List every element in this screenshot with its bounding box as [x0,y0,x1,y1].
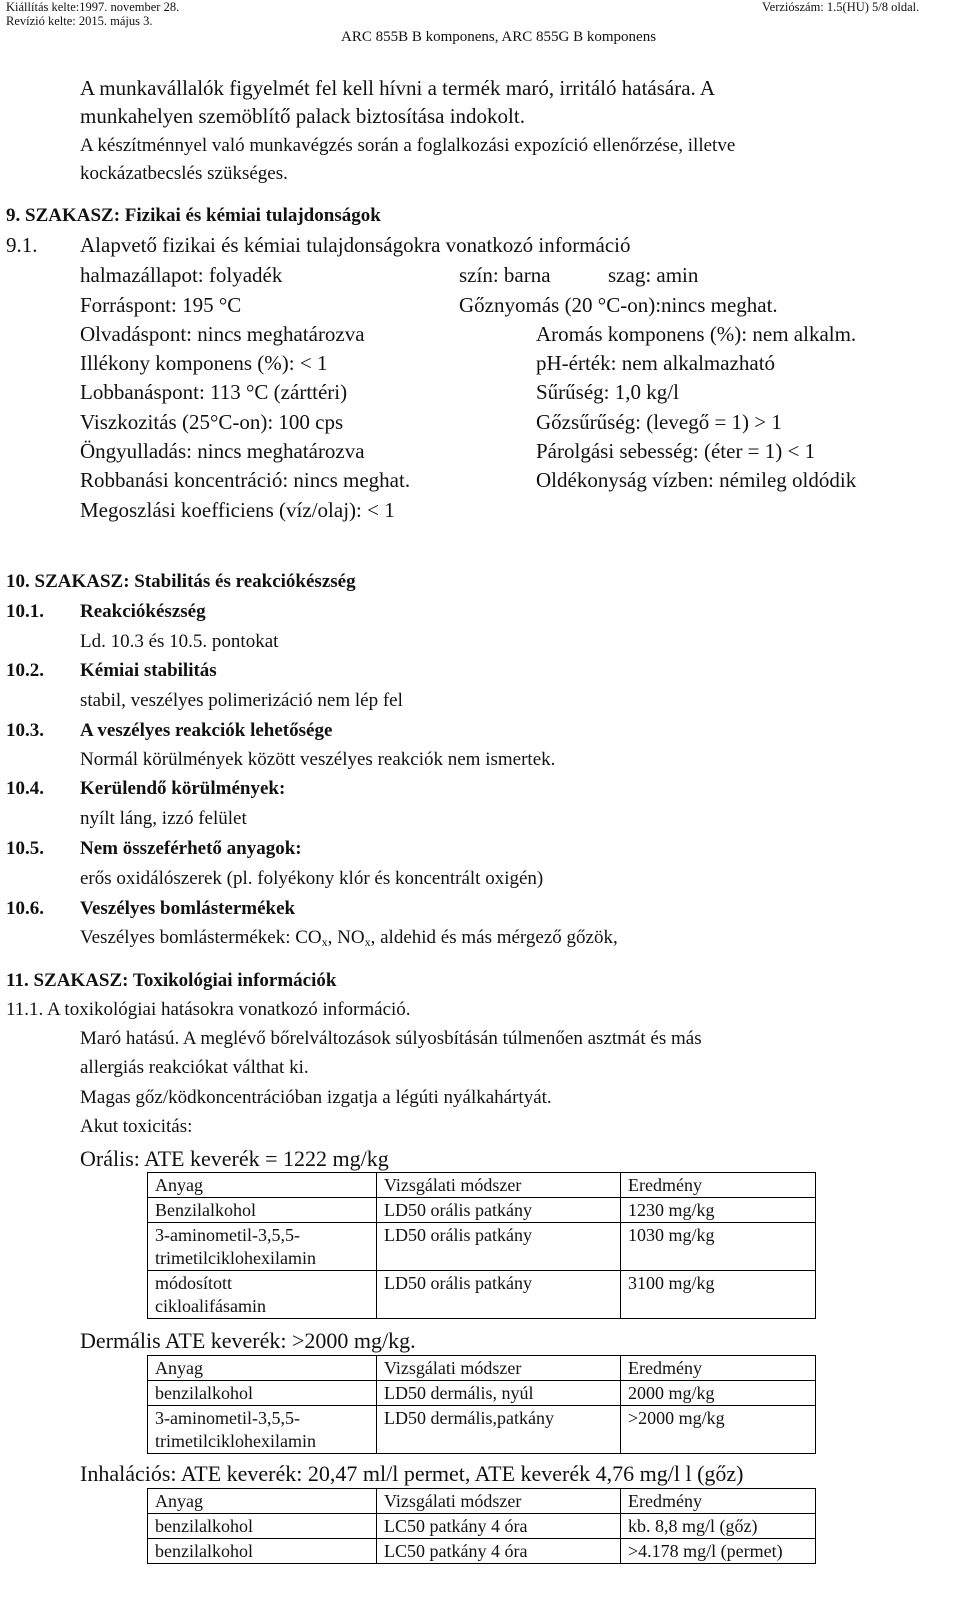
dermal-toxicity-table [147,1355,816,1454]
tox-text: Maró hatású. A meglévő bőrelváltozások súlyosbításán túlmenően asztmát és más [80,1028,702,1049]
section-9-heading: 9. SZAKASZ: Fizikai és kémiai tulajdonságok [6,205,381,226]
oral-ate-title: Orális: ATE keverék = 1222 mg/kg [80,1146,389,1171]
table-row [148,1223,816,1271]
table-cell: Vizsgálati módszer [377,1173,621,1198]
table-cell: Eredmény [621,1173,816,1198]
table-cell: LD50 orális patkány [377,1223,621,1271]
section-title: Nem összeférhető anyagok: [80,838,302,859]
table-header-row [148,1356,816,1381]
table-cell: 2000 mg/kg [621,1381,816,1406]
intro-line: A készítménnyel való munkavégzés során a foglalkozási expozíció ellenőrzése, illetve [80,135,736,156]
table-cell: benzilalkohol [148,1381,377,1406]
table-cell: kb. 8,8 mg/l (gőz) [621,1514,816,1539]
table-cell: módosított cikloalifásamin [148,1271,377,1319]
prop-left: Illékony komponens (%): < 1 [80,351,328,375]
table-header-row [148,1489,816,1514]
table-row [148,1381,816,1406]
table-cell: LD50 dermális,patkány [377,1406,621,1454]
prop-left: Olvadáspont: nincs meghatározva [80,322,365,346]
section-11-1-title: 11.1. A toxikológiai hatásokra vonatkozó információ. [6,999,411,1020]
table-cell: Anyag [148,1489,377,1514]
prop-right: Párolgási sebesség: (éter = 1) < 1 [536,439,816,463]
section-text: Normál körülmények között veszélyes reakciók nem ismertek. [80,749,556,770]
prop-boiling-point: Forráspont: 195 °C [80,293,242,317]
section-10-heading: 10. SZAKASZ: Stabilitás és reakciókészség [6,571,356,592]
section-text: stabil, veszélyes polimerizáció nem lép fel [80,690,403,711]
oral-toxicity-table [147,1172,816,1319]
version-info: Verziószám: 1.5(HU) 5/8 oldal. [762,0,920,14]
tox-text: Magas gőz/ködkoncentrációban izgatja a légúti nyálkahártyát. [80,1087,552,1108]
prop-left: Megoszlási koefficiens (víz/olaj): < 1 [80,498,395,522]
section-number: 10.2. [6,660,44,681]
prop-left: Öngyulladás: nincs meghatározva [80,439,365,463]
table-cell: Anyag [148,1356,377,1381]
table-cell: LD50 orális patkány [377,1198,621,1223]
section-title: Veszélyes bomlástermékek [80,898,296,919]
section-9-1-title: Alapvető fizikai és kémiai tulajdonságokra vonatkozó információ [80,233,631,257]
section-text: nyílt láng, izzó felület [80,808,247,829]
table-cell: LC50 patkány 4 óra [377,1539,621,1564]
section-title: Kerülendő körülmények: [80,778,286,799]
table-cell: Anyag [148,1173,377,1198]
table-header-row [148,1173,816,1198]
table-cell: Vizsgálati módszer [377,1489,621,1514]
prop-right: pH-érték: nem alkalmazható [536,351,776,375]
prop-state: halmazállapot: folyadék [80,263,283,287]
prop-odor: szag: amin [608,263,699,287]
section-11-heading: 11. SZAKASZ: Toxikológiai információk [6,970,337,991]
section-number: 10.6. [6,898,44,919]
table-row [148,1406,816,1454]
table-cell: Eredmény [621,1489,816,1514]
prop-right: Sűrűség: 1,0 kg/l [536,380,679,404]
prop-right: Gőzsűrűség: (levegő = 1) > 1 [536,410,782,434]
section-number: 10.1. [6,601,44,622]
prop-color: szín: barna [459,263,551,287]
tox-text: allergiás reakciókat válthat ki. [80,1057,309,1078]
issue-date: Kiállítás kelte:1997. november 28. [6,0,180,14]
inhalation-ate-title: Inhalációs: ATE keverék: 20,47 ml/l permet, ATE keverék 4,76 mg/l l (gőz) [80,1461,744,1486]
section-title: A veszélyes reakciók lehetősége [80,720,333,741]
section-title: Kémiai stabilitás [80,660,217,681]
table-cell: benzilalkohol [148,1539,377,1564]
table-cell: 1230 mg/kg [621,1198,816,1223]
intro-line: munkahelyen szemöblítő palack biztosítása indokolt. [80,104,525,128]
table-cell: >4.178 mg/l (permet) [621,1539,816,1564]
table-row [148,1271,816,1319]
prop-left: Lobbanáspont: 113 °C (zárttéri) [80,380,348,404]
revision-date: Revízió kelte: 2015. május 3. [6,14,153,28]
intro-line: A munkavállalók figyelmét fel kell hívni a termék maró, irritáló hatására. A [80,76,716,100]
table-row [148,1514,816,1539]
tox-text: Akut toxicitás: [80,1116,193,1137]
document-title: ARC 855B B komponens, ARC 855G B komponens [341,29,657,45]
section-9-1-number: 9.1. [6,233,38,257]
prop-right: Oldékonyság vízben: némileg oldódik [536,468,857,492]
section-text: erős oxidálószerek (pl. folyékony klór és koncentrált oxigén) [80,868,544,889]
prop-left: Robbanási koncentráció: nincs meghat. [80,468,411,492]
table-cell: 3-aminometil-3,5,5- trimetilciklohexilamin [148,1223,377,1271]
prop-left: Viszkozitás (25°C-on): 100 cps [80,410,344,434]
table-cell: 1030 mg/kg [621,1223,816,1271]
section-number: 10.4. [6,778,44,799]
table-cell: Eredmény [621,1356,816,1381]
table-cell: 3-aminometil-3,5,5- trimetilciklohexilamin [148,1406,377,1454]
intro-line: kockázatbecslés szükséges. [80,163,288,184]
decomposition-products: Veszélyes bomlástermékek: $CO_x$, $NO_x$, aldehid és más mérgező gőzök, [80,927,618,949]
dermal-ate-title: Dermális ATE keverék: >2000 mg/kg. [80,1328,416,1353]
section-text: Ld. 10.3 és 10.5. pontokat [80,631,279,652]
table-cell: Benzilalkohol [148,1198,377,1223]
table-cell: LD50 orális patkány [377,1271,621,1319]
section-number: 10.5. [6,838,44,859]
table-cell: LC50 patkány 4 óra [377,1514,621,1539]
prop-vapor-pressure: Gőznyomás (20 °C-on):nincs meghat. [459,293,778,317]
table-row [148,1198,816,1223]
table-cell: 3100 mg/kg [621,1271,816,1319]
section-title: Reakciókészség [80,601,206,622]
table-cell: >2000 mg/kg [621,1406,816,1454]
table-cell: Vizsgálati módszer [377,1356,621,1381]
prop-right: Aromás komponens (%): nem alkalm. [536,322,857,346]
inhalation-toxicity-table [147,1488,816,1564]
table-cell: benzilalkohol [148,1514,377,1539]
table-cell: LD50 dermális, nyúl [377,1381,621,1406]
table-row [148,1539,816,1564]
section-number: 10.3. [6,720,44,741]
